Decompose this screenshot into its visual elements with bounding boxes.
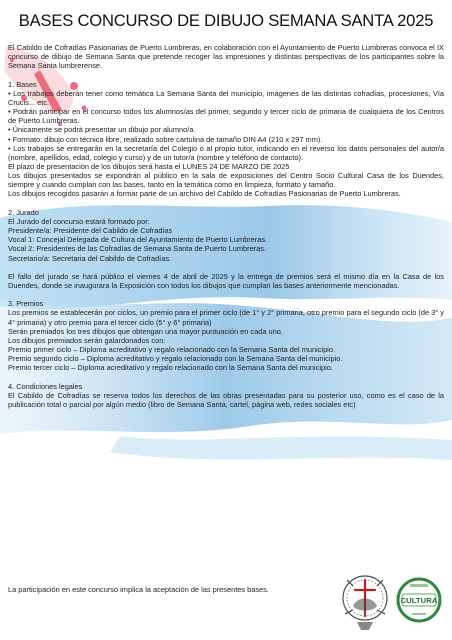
deadline-line: El plazo de presentación de los dibujos será hasta el LUNES 24 DE MARZO DE 2025 [8, 162, 290, 172]
section-heading-bases: 1. Bases [8, 79, 37, 89]
section-heading-condiciones: 4. Condiciones legales [8, 381, 83, 391]
jury-line: El Jurado del concurso estará formado por: [8, 216, 150, 226]
prizes-line: Premio primer ciclo – Diploma acreditativo y regalo relacionado con la Semana Santa del municipio. [8, 345, 335, 355]
archive-paragraph: Los dibujos recogidos pasarán a formar parte de un archivo del Cabildo de Cofradías Pasionarias de Puerto Lumbreras. [8, 189, 401, 199]
prizes-line: Los premios se establecerán por ciclos, un premio para el primer ciclo (de 1° y 2° primaria, otro premio para el segundo ciclo (de 3° y 4° primaria) y otro premio para el tercer ciclo (5° y 6° primaria) [8, 308, 444, 327]
cofradias-seal-icon [335, 566, 395, 634]
intro-paragraph: El Cabildo de Cofradías Pasionarias de Puerto Lumbreras, en colaboración con el Ayuntamiento de Puerto Lumbreras convoca el IX concurso de dibujo de Semana Santa que pretende recoger las impresiones y distintas perspectivas de los participantes sobre la Semana Santa lumbrerense. [8, 43, 444, 71]
bases-item: • Los trabajos se entregarán en la secretaría del Colegio o al propio tutor, indicando en el reverso los datos personales del autor/a (nombre, apellidos, edad, colegio y curso) y de un tutor/a (nombre y teléfono de contacto). [8, 143, 444, 162]
prizes-line: Premio segundo ciclo – Diploma acreditativo y regalo relacionado con la Semana Santa del municipio. [8, 354, 343, 364]
document-content [8, 11, 444, 594]
jury-line: Vocal 2: Presidentes de las Cofradías de Semana Santa de Puerto Lumbreras. [8, 244, 267, 254]
bases-item: • Únicamente se podrá presentar un dibujo por alumno/a. [8, 125, 196, 135]
cultura-badge [396, 576, 442, 624]
legal-paragraph: El Cabildo de Cofradías se reserva todos los derechos de las obras presentadas para su posterior uso, como es el caso de la publicación total o parcial por algún medio (libro de Semana Santa, cartel, página web, redes sociales etc) [8, 390, 444, 410]
jury-line: Presidente/a: Presidente del Cabildo de Cofradías [8, 226, 173, 236]
prizes-line: Serán premiados los tres dibujos que obtengan una mayor puntuación en cada uno. [8, 326, 283, 336]
bases-item: • Los trabajos deberán tener como temática La Semana Santa del municipio, imágenes de las distintas cofradías, procesiones, Vía Crucis... etc. [8, 88, 444, 107]
bases-item: • Podrán participar en el concurso todos los alumnos/as del primer, segundo y tercer ciclo de primaria de cualquiera de los Centros de Puerto Lumbreras. [8, 107, 444, 126]
verdict-paragraph: El fallo del jurado se hará público el viernes 4 de abril de 2025 y la entrega de premios será el mismo día en la Casa de los Duendes, donde se inaugurara la Exposición con todos los dibujos que cumplan las bases anteriormente mencionadas. [8, 271, 444, 291]
prizes-line: Premio tercer ciclo – Diploma acreditativo y regalo relacionado con la Semana Santa del municipio. [8, 363, 333, 373]
document-title: BASES CONCURSO DE DIBUJO SEMANA SANTA 2025 [18, 11, 434, 30]
jury-line: Secretario/a: Secretaria del Cabildo de Cofradías. [8, 253, 172, 263]
closing-line: La participación en este concurso implica la aceptación de las presentes bases. [8, 585, 269, 594]
prizes-line: Los dibujos premiados serán galardonados con: [8, 335, 166, 345]
document-body [8, 43, 444, 409]
section-heading-jurado: 2. Jurado [8, 207, 39, 217]
section-heading-premios: 3. Premios [8, 299, 44, 309]
bases-item: • Formato: dibujo con técnica libre, realizado sobre cartulina de tamaño DIN A4 (210 x 297 mm). [8, 134, 323, 144]
cultura-badge-label: CULTURA [400, 596, 438, 605]
jury-line: Vocal 1: Concejal Delegada de Cultura del Ayuntamiento de Puerto Lumbreras. [8, 235, 268, 245]
exhibition-paragraph: Los dibujos presentados se expondrán al público en la sala de exposiciones del Centro Socio Cultural Casa de los Duendes, siempre y cuando cumplan con las bases, tanto en la temática como en limpieza, formato y tamaño. [8, 171, 444, 190]
